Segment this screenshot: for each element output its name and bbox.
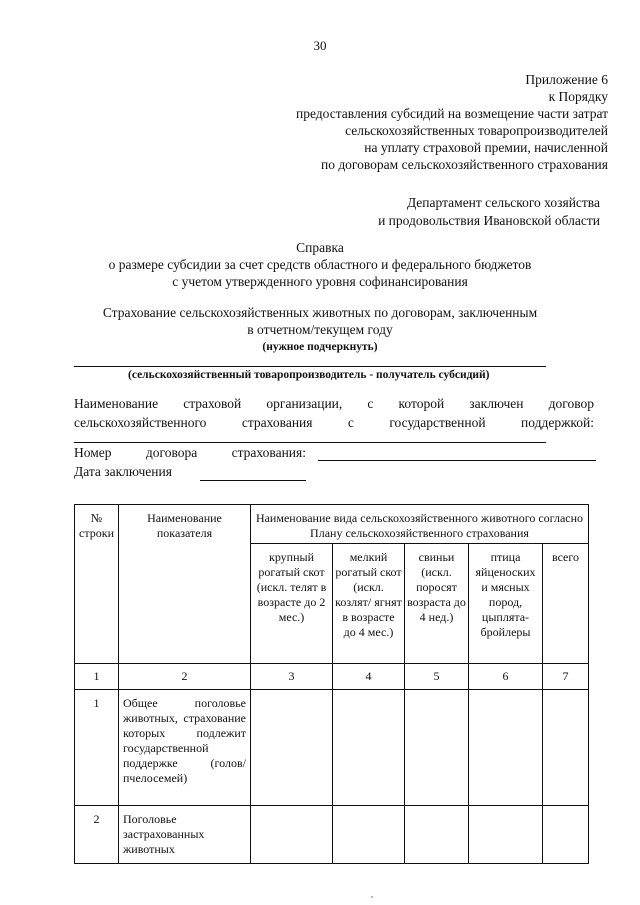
- appendix-line-1: Приложение 6: [525, 72, 608, 87]
- contract-number-label: Номер договора страхования:: [74, 445, 306, 460]
- page-number: 30: [313, 38, 327, 53]
- subtitle-line-2: в отчетном/текущем году: [247, 322, 393, 337]
- table-row: [75, 690, 589, 806]
- contract-date-line: [200, 480, 306, 481]
- subtitle-block: [0, 304, 640, 356]
- appendix-block: [296, 71, 608, 173]
- appendix-line-3: предоставления субсидий на возмещение части затрат: [295, 106, 608, 121]
- column-number: 6: [469, 664, 543, 690]
- data-cell: [405, 690, 469, 806]
- header-small-cattle: мелкий рогатый скот (искл. козлят/ ягнят в возрасте до 4 мес.): [333, 544, 405, 664]
- data-cell: [543, 690, 589, 806]
- header-indicator-name: Наименование показателя: [119, 505, 251, 664]
- data-cell: [405, 806, 469, 864]
- row-number: 2: [75, 806, 119, 864]
- row-indicator-name: Поголовье застрахованных животных: [119, 806, 251, 864]
- column-number: 3: [251, 664, 333, 690]
- data-cell: [469, 690, 543, 806]
- header-row-number: № строки: [75, 505, 119, 664]
- title-line-1: о размере субсидии за счет средств областного и федерального бюджетов: [108, 257, 532, 272]
- header-poultry: птица яйценоских и мясных пород, цыплята-бройлеры: [469, 544, 543, 664]
- insurer-line-2: сельскохозяйственного страхования с государственной поддержкой:: [74, 415, 594, 430]
- data-cell: [251, 690, 333, 806]
- subsidy-table: [74, 504, 589, 864]
- appendix-line-6: по договорам сельскохозяйственного страхования: [320, 157, 608, 172]
- data-cell: [543, 806, 589, 864]
- column-number: 7: [543, 664, 589, 690]
- contract-date-label: Дата заключения: [74, 464, 172, 479]
- producer-caption: (сельскохозяйственный товаропроизводитель - получатель субсидий): [128, 369, 490, 381]
- header-pigs: свиньи (искл. поросят возраста до 4 нед.): [405, 544, 469, 664]
- header-cattle: крупный рогатый скот (искл. телят в возрасте до 2 мес.): [251, 544, 333, 664]
- row-indicator-name: Общее поголовье животных, страхование которых подлежит государственной поддержке (голов/пчелосемей): [119, 690, 251, 806]
- department-line-1: Департамент сельского хозяйства: [406, 195, 600, 210]
- column-number: 2: [119, 664, 251, 690]
- scan-speck: [371, 896, 373, 898]
- data-cell: [333, 806, 405, 864]
- insurer-line: [74, 442, 546, 443]
- row-number: 1: [75, 690, 119, 806]
- department-line-2: и продовольствия Ивановской области: [378, 213, 600, 228]
- appendix-line-5: на уплату страховой премии, начисленной: [364, 140, 608, 155]
- data-cell: [333, 690, 405, 806]
- subtitle-line-1: Страхование сельскохозяйственных животных по договорам, заключенным: [102, 305, 538, 320]
- column-number: 4: [333, 664, 405, 690]
- appendix-line-4: сельскохозяйственных товаропроизводителей: [345, 123, 608, 138]
- subtitle-note: (нужное подчеркнуть): [262, 341, 378, 353]
- title-heading: Справка: [296, 240, 344, 255]
- column-number: 1: [75, 664, 119, 690]
- appendix-line-2: к Порядку: [548, 89, 608, 104]
- producer-line: [74, 366, 546, 367]
- title-block: [0, 239, 640, 290]
- department-block: [378, 194, 600, 230]
- insurer-line-1: Наименование страховой организации, с которой заключен договор: [74, 396, 594, 411]
- table-row: [75, 806, 589, 864]
- data-cell: [251, 806, 333, 864]
- contract-number-line: [318, 460, 596, 461]
- data-cell: [469, 806, 543, 864]
- header-animal-group: Наименование вида сельскохозяйственного животного согласно Плану сельскохозяйственного страхования: [251, 505, 589, 544]
- title-line-2: с учетом утвержденного уровня софинансирования: [172, 274, 468, 289]
- header-total: всего: [543, 544, 589, 664]
- column-number: 5: [405, 664, 469, 690]
